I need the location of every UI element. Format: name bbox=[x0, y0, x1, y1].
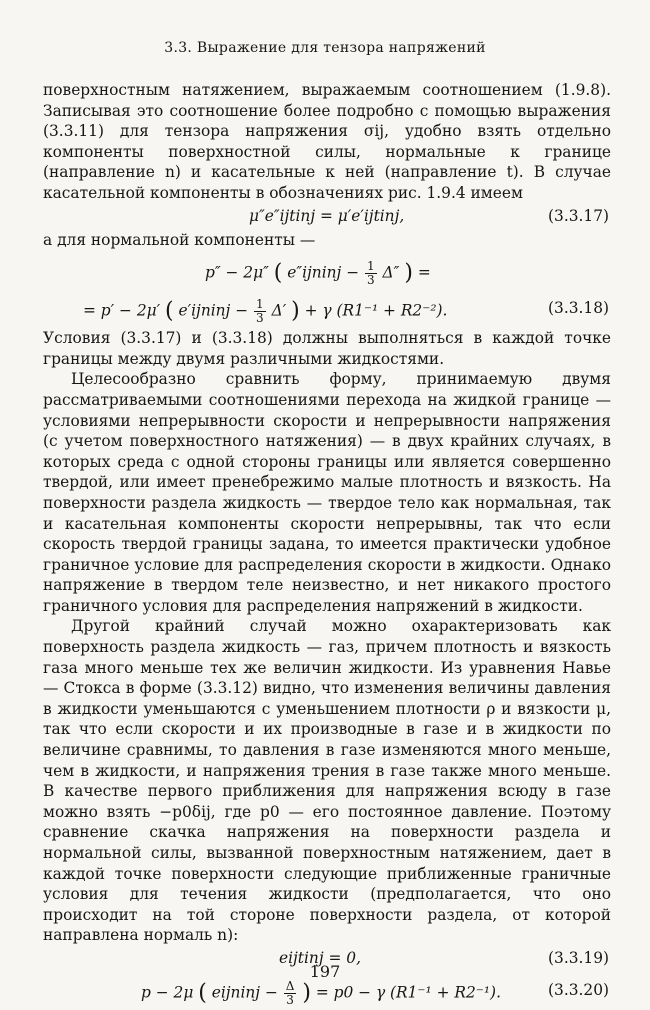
equation-term: = p′ − 2μ′ bbox=[83, 301, 161, 320]
equation-term: e″ijninj − bbox=[287, 263, 360, 282]
fraction-denominator: 3 bbox=[256, 311, 264, 326]
equation-term: e′ijninj − bbox=[178, 301, 249, 320]
equation-term: eijninj − bbox=[211, 983, 278, 1002]
equation-term: p − 2μ bbox=[141, 983, 194, 1002]
fraction bbox=[254, 298, 266, 325]
fraction-denominator: 3 bbox=[286, 992, 294, 1007]
running-header: 3.3. Выражение для тензора напряжений bbox=[164, 40, 486, 56]
text-body bbox=[43, 80, 611, 1010]
equation-term: = p0 − γ (R1⁻¹ + R2⁻¹). bbox=[315, 983, 501, 1002]
fraction-numerator: Δ bbox=[285, 978, 295, 993]
page-number: 197 bbox=[309, 962, 341, 981]
paragraph-1: поверхностным натяжением, выражаемым соотношением (1.9.8). Записывая это соотношение более подробно с помощью выражения (3.3.11) для тензора напряжения σij, удобно взять отдельно компоненты поверхностной силы, нормальные к границе (направление n) и касательные к ней (направление t). В случае касательной компоненты в обозначениях рис. 1.9.4 имеем bbox=[43, 81, 611, 202]
paragraph-2: а для нормальной компоненты — bbox=[43, 230, 316, 249]
equation-term: p″ − 2μ″ bbox=[205, 263, 269, 282]
equation-term: Δ′ bbox=[271, 301, 287, 320]
fraction-numerator: 1 bbox=[367, 259, 375, 274]
equation-3-3-18-line-1: p″ − 2μ″ ( e″ijninj − $\frac{1}{3}$ Δ″ ) = bbox=[205, 259, 431, 288]
equation-number: (3.3.19) bbox=[548, 948, 609, 967]
equation-3-3-20: p − 2μ ( eijninj − $\frac{\Delta}{3}$ ) = p0 − γ (R1⁻¹ + R2⁻¹). (3.3.20) bbox=[141, 978, 609, 1007]
paragraph-5: Другой крайний случай можно охарактеризовать как поверхность раздела жидкость — газ, причем плотность и вязкость газа много меньше тех же величин жидкости. Из уравнения Навье — Стокса в форме (3.3.12) видно, что изменения величины давления в жидкости уменьшаются с уменьшением плотности ρ и вязкости μ, так что если скорости и их производные в газе и в жидкости по величине сравнимы, то давления в газе изменяются много меньше, чем в жидкости, и напряжения трения в газе также много меньше. В качестве первого приближения для напряжения всюду в газе можно взять −p0δij, где p0 — его постоянное давление. Поэтому сравнение скачка напряжения на поверхности раздела и нормальной силы, вызванной поверхностным натяжением, дает в каждой точке поверхности следующие приближенные граничные условия для течения жидкости (предполагается, что оно происходит на той стороне поверхности раздела, от которой направлена нормаль n): bbox=[43, 617, 611, 945]
fraction bbox=[365, 260, 377, 287]
equation-number: (3.3.17) bbox=[548, 206, 609, 225]
equation-formula: μ″e″ijtinj = μ′e′ijtinj, bbox=[249, 206, 405, 225]
equation-3-3-18-line-2: = p′ − 2μ′ ( e′ijninj − $\frac{1}{3}$ Δ′ ) + γ (R1⁻¹ + R2⁻²). (3.3.18) bbox=[83, 297, 609, 326]
fraction-denominator: 3 bbox=[367, 273, 375, 288]
fraction bbox=[284, 980, 297, 1007]
fraction-numerator: 1 bbox=[256, 297, 264, 312]
equation-3-3-17 bbox=[43, 206, 611, 228]
equation-formula: eijtinj = 0, bbox=[279, 948, 361, 967]
paragraph-3: Условия (3.3.17) и (3.3.18) должны выполняться в каждой точке границы между двумя различными жидкостями. bbox=[43, 329, 611, 368]
equation-number: (3.3.20) bbox=[548, 980, 609, 999]
paragraph-4: Целесообразно сравнить форму, принимаемую двумя рассматриваемыми соотношениями перехода на жидкой границе — условиями непрерывности скорости и непрерывности напряжения (с учетом поверхностного натяжения) — в двух крайних случаях, в которых среда с одной стороны границы или является совершенно твердой, или имеет пренебрежимо малые плотность и вязкость. На поверхности раздела жидкость — твердое тело как нормальная, так и касательная компоненты скорости непрерывны, так что если скорость твердой границы задана, то имеется практически удобное граничное условие для распределения скорости в жидкости. Однако напряжение в твердом теле неизвестно, и нет никакого простого граничного условия для распределения напряжений в жидкости. bbox=[43, 370, 611, 615]
equation-term: Δ″ bbox=[382, 263, 400, 282]
equation-term: + γ (R1⁻¹ + R2⁻²). bbox=[304, 301, 448, 320]
equation-term: = bbox=[417, 263, 431, 282]
equation-number: (3.3.18) bbox=[548, 299, 609, 318]
